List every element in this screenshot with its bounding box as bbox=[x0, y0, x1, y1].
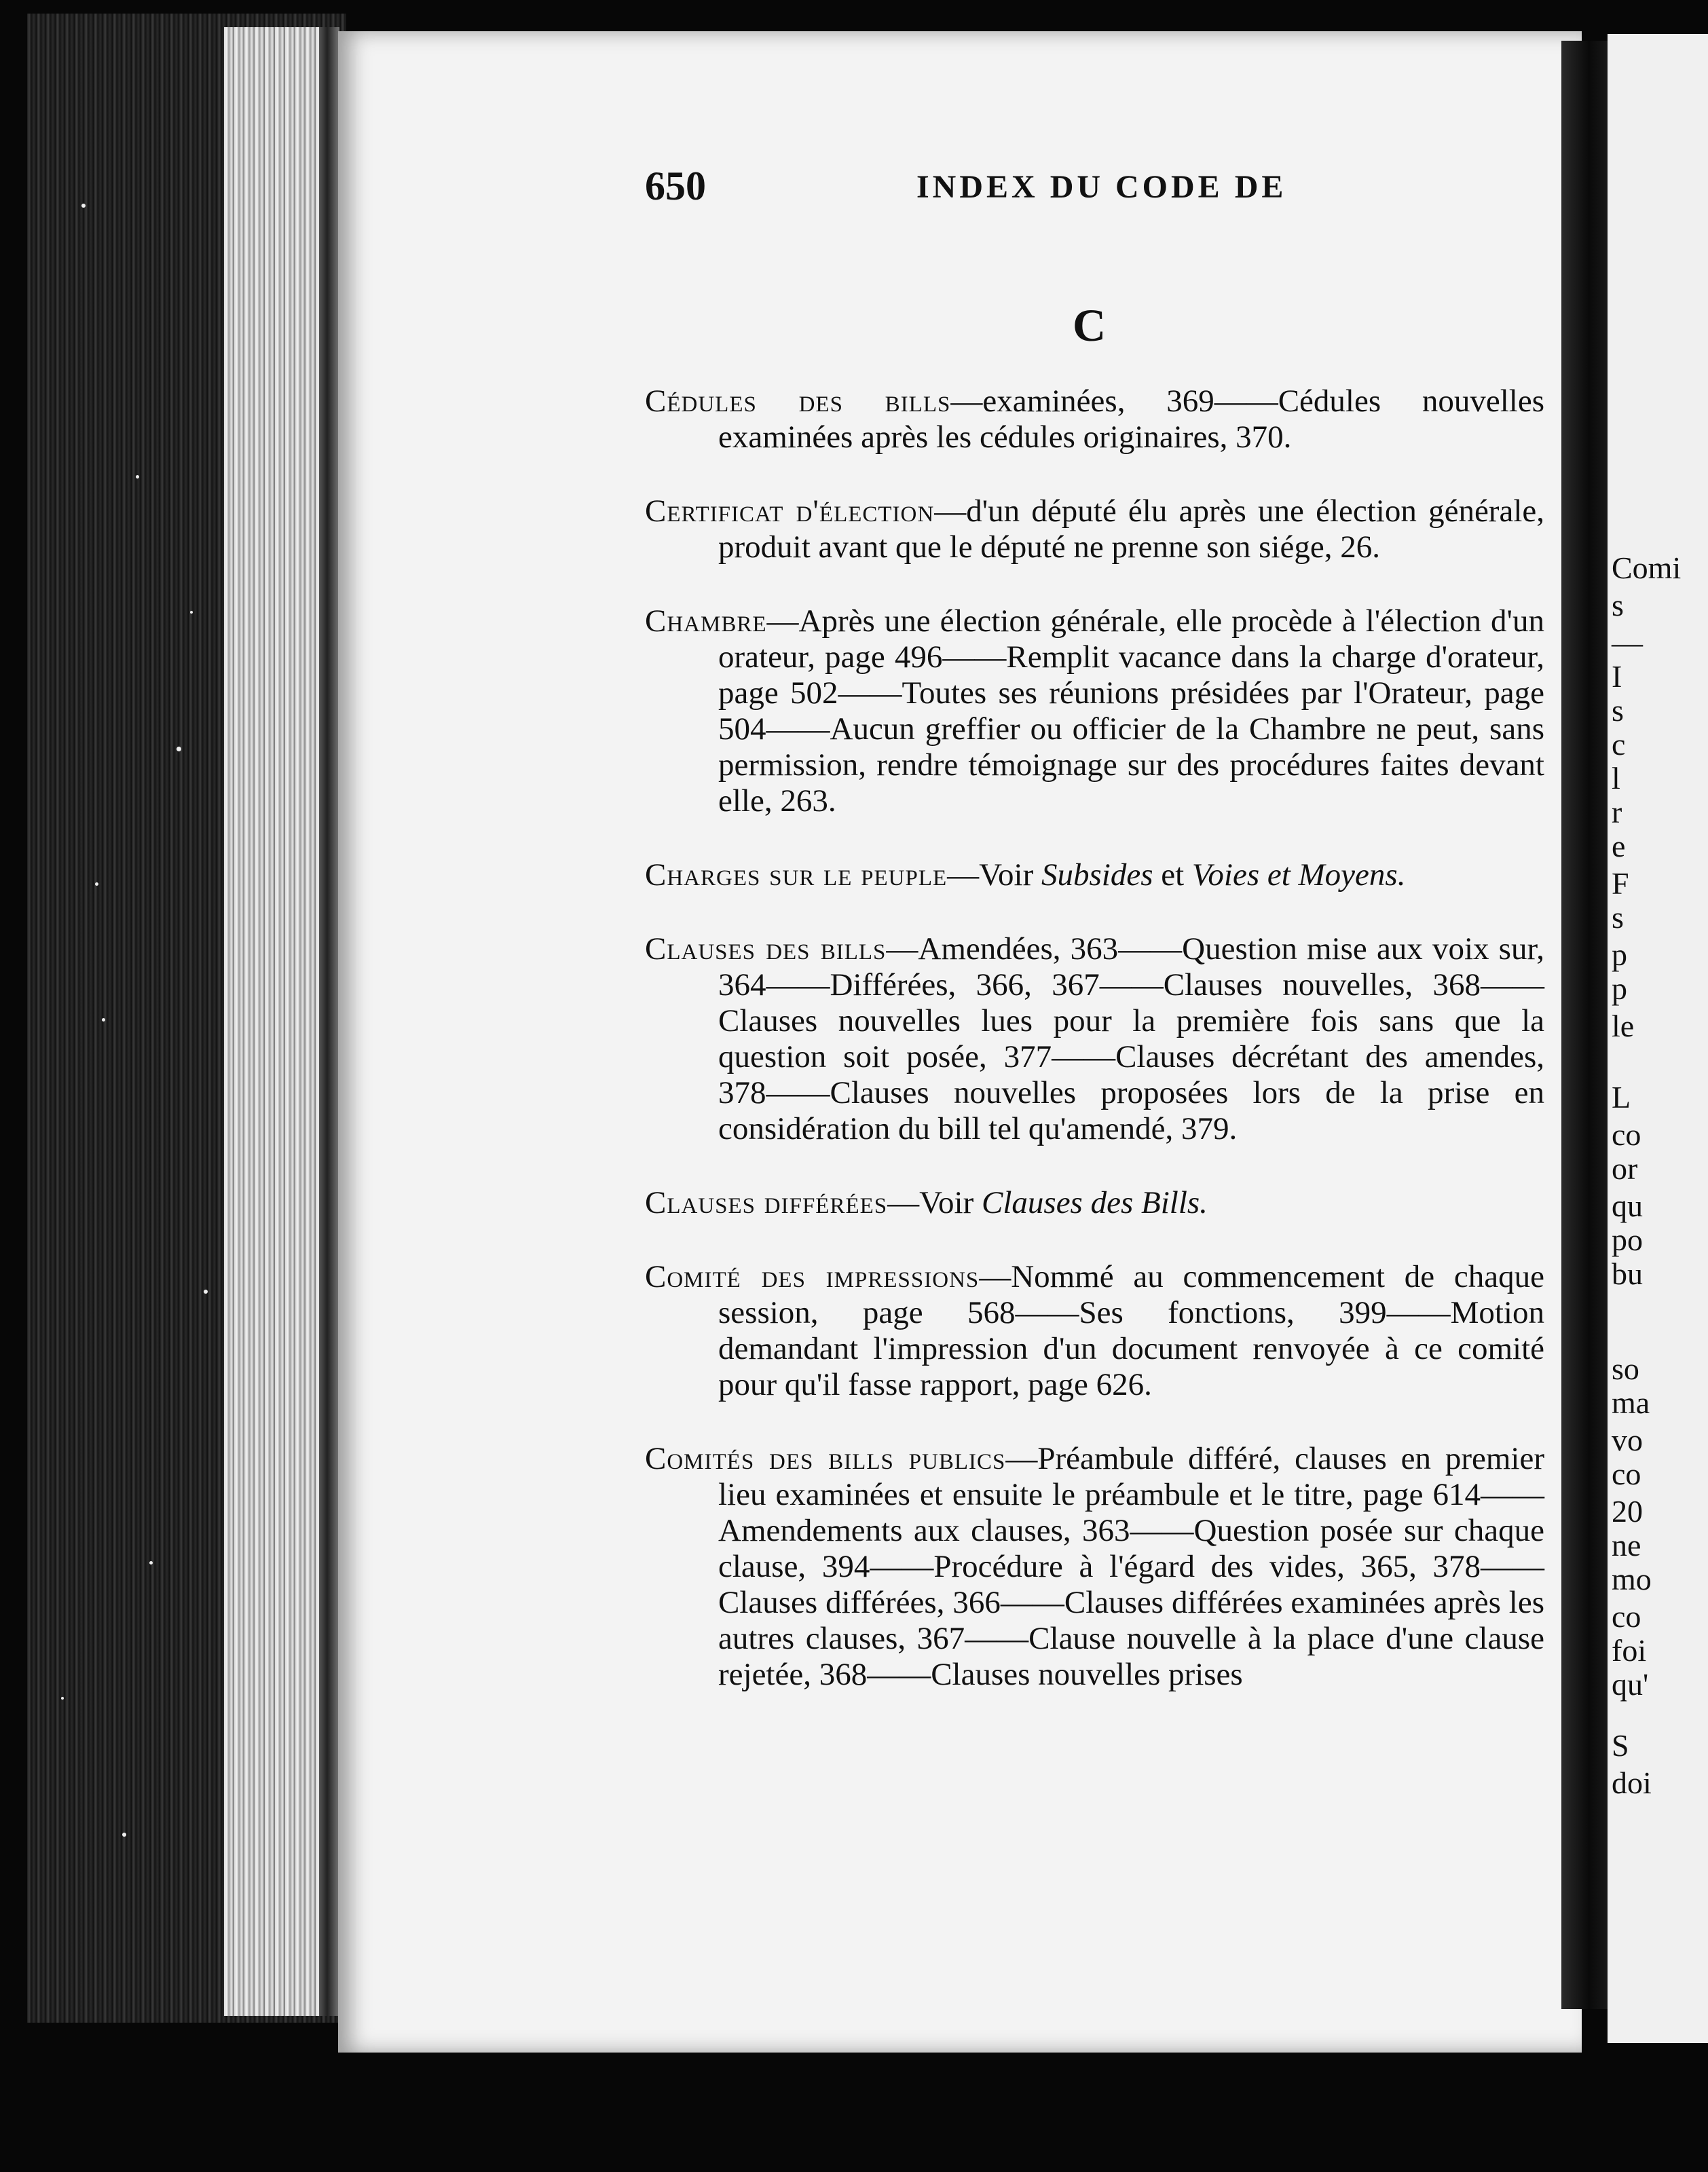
spine-shadow bbox=[319, 27, 339, 2016]
entry-body: et bbox=[1153, 857, 1192, 893]
scan-speck bbox=[61, 1697, 64, 1700]
entry-body: —Préambule différé, clauses en premier lieu examinées et ensuite le préambule et le titre, page 614——Amendements aux clauses, 363——Question posée sur chaque clause, 394——Procédure à l'égard des vides, 365, 378——Clauses différées, 366——Clauses différées examinées après les autres clauses, 367——Clause nouvelle à la place d'une clause rejetée, 368——Clauses nouvelles prises bbox=[718, 1441, 1544, 1692]
facing-page-fragment: r bbox=[1612, 795, 1622, 829]
facing-page-fragment: vo bbox=[1612, 1423, 1643, 1457]
scan-speck bbox=[102, 1018, 105, 1022]
facing-page-fragment: s bbox=[1612, 588, 1624, 622]
facing-page-fragment: mo bbox=[1612, 1562, 1652, 1596]
facing-page-fragment: qu bbox=[1612, 1188, 1643, 1223]
scan-speck bbox=[136, 475, 139, 479]
index-entry bbox=[645, 1259, 1544, 1403]
facing-page-fragment: e bbox=[1612, 829, 1626, 863]
page-header bbox=[645, 163, 1527, 217]
facing-page-fragment: F bbox=[1612, 866, 1629, 901]
facing-page-fragment: co bbox=[1612, 1457, 1641, 1491]
entry-body: —Voir bbox=[887, 1185, 982, 1220]
facing-page-fragment: ne bbox=[1612, 1528, 1641, 1562]
facing-page-fragment: po bbox=[1612, 1222, 1643, 1257]
scan-speck bbox=[177, 747, 181, 751]
index-entry bbox=[645, 603, 1544, 819]
facing-page-fragment: co bbox=[1612, 1117, 1641, 1152]
entry-body: —Amendées, 363——Question mise aux voix sur, 364——Différées, 366, 367——Clauses nouvelles, 368——Clauses nouvelles lues pour la première fois sans que la question soit posée, 377——Clauses décrétant des amendes, 378——Clauses nouvelles proposées lors de la prise en considération du bill tel qu'amendé, 379. bbox=[718, 931, 1544, 1146]
entry-head: Comité des impressions bbox=[645, 1259, 980, 1294]
entry-head: Cédules des bills bbox=[645, 383, 951, 419]
facing-page-fragment: p bbox=[1612, 937, 1627, 972]
facing-page-fragment: — bbox=[1612, 625, 1643, 660]
entry-body: —Nommé au commencement de chaque session, page 568——Ses fonctions, 399——Motion demandant l'impression d'un document renvoyée à ce comité pour qu'il fasse rapport, page 626. bbox=[718, 1259, 1544, 1402]
facing-page-fragment: c bbox=[1612, 727, 1626, 762]
facing-page-fragment: doi bbox=[1612, 1765, 1652, 1800]
entry-head: Clauses différées bbox=[645, 1185, 888, 1220]
facing-page-fragment: so bbox=[1612, 1351, 1639, 1386]
entry-body: —d'un député élu après une élection générale, produit avant que le député ne prenne son siége, 26. bbox=[718, 493, 1544, 565]
facing-page-fragment: s bbox=[1612, 900, 1624, 935]
entry-body: —Après une élection générale, elle procède à l'élection d'un orateur, page 496——Remplit vacance dans la charge d'orateur, page 502——Toutes ses réunions présidées par l'Orateur, page 504——Aucun greffier ou officier de la Chambre ne peut, sans permission, rendre témoignage sur des procédures faites devant elle, 263. bbox=[718, 603, 1544, 819]
index-entry bbox=[645, 493, 1544, 565]
index-entries bbox=[645, 383, 1544, 1731]
facing-page-fragment: ma bbox=[1612, 1385, 1650, 1420]
facing-page-fragment: qu' bbox=[1612, 1667, 1649, 1702]
scan-speck bbox=[122, 1833, 126, 1837]
facing-page bbox=[1608, 34, 1708, 2043]
scan-speck bbox=[204, 1290, 208, 1294]
facing-page-fragment: I bbox=[1612, 659, 1622, 694]
facing-page-fragment: le bbox=[1612, 1009, 1635, 1043]
page-stack bbox=[224, 27, 319, 2016]
facing-page-fragment: bu bbox=[1612, 1256, 1643, 1291]
cross-reference: Voies et Moyens. bbox=[1191, 857, 1406, 893]
facing-page-fragment: or bbox=[1612, 1151, 1638, 1186]
entry-head: Chambre bbox=[645, 603, 767, 639]
scan-speck bbox=[95, 882, 98, 886]
entry-body: —Voir bbox=[947, 857, 1041, 893]
running-head: INDEX DU CODE DE bbox=[916, 169, 1287, 205]
scan-speck bbox=[190, 611, 193, 614]
cross-reference: Clauses des Bills. bbox=[982, 1185, 1208, 1220]
facing-page-fragment: S bbox=[1612, 1728, 1629, 1763]
index-entry bbox=[645, 1441, 1544, 1693]
facing-page-fragment: foi bbox=[1612, 1633, 1647, 1668]
facing-page-fragment: L bbox=[1612, 1080, 1631, 1115]
facing-page-fragment: 20 bbox=[1612, 1494, 1643, 1529]
entry-head: Charges sur le peuple bbox=[645, 857, 948, 893]
facing-page-fragment: s bbox=[1612, 693, 1624, 728]
index-entry bbox=[645, 857, 1544, 893]
cross-reference: Subsides bbox=[1041, 857, 1153, 893]
entry-head: Clauses des bills bbox=[645, 931, 887, 967]
facing-page-fragment: co bbox=[1612, 1599, 1641, 1634]
scan-speck bbox=[149, 1561, 153, 1565]
index-entry bbox=[645, 931, 1544, 1147]
book-gutter bbox=[1561, 41, 1608, 2009]
index-entry bbox=[645, 383, 1544, 455]
facing-page-fragment: l bbox=[1612, 761, 1620, 795]
facing-page-fragment: p bbox=[1612, 971, 1627, 1006]
entry-body: —examinées, 369——Cédules nouvelles examinées après les cédules originaires, 370. bbox=[718, 383, 1544, 455]
entry-head: Certificat d'élection bbox=[645, 493, 935, 529]
index-entry bbox=[645, 1185, 1544, 1221]
page-number: 650 bbox=[645, 164, 706, 208]
section-letter: C bbox=[1073, 299, 1107, 351]
scan-speck bbox=[81, 204, 86, 208]
entry-head: Comités des bills publics bbox=[645, 1441, 1006, 1476]
facing-page-fragment: Comi bbox=[1612, 550, 1682, 585]
